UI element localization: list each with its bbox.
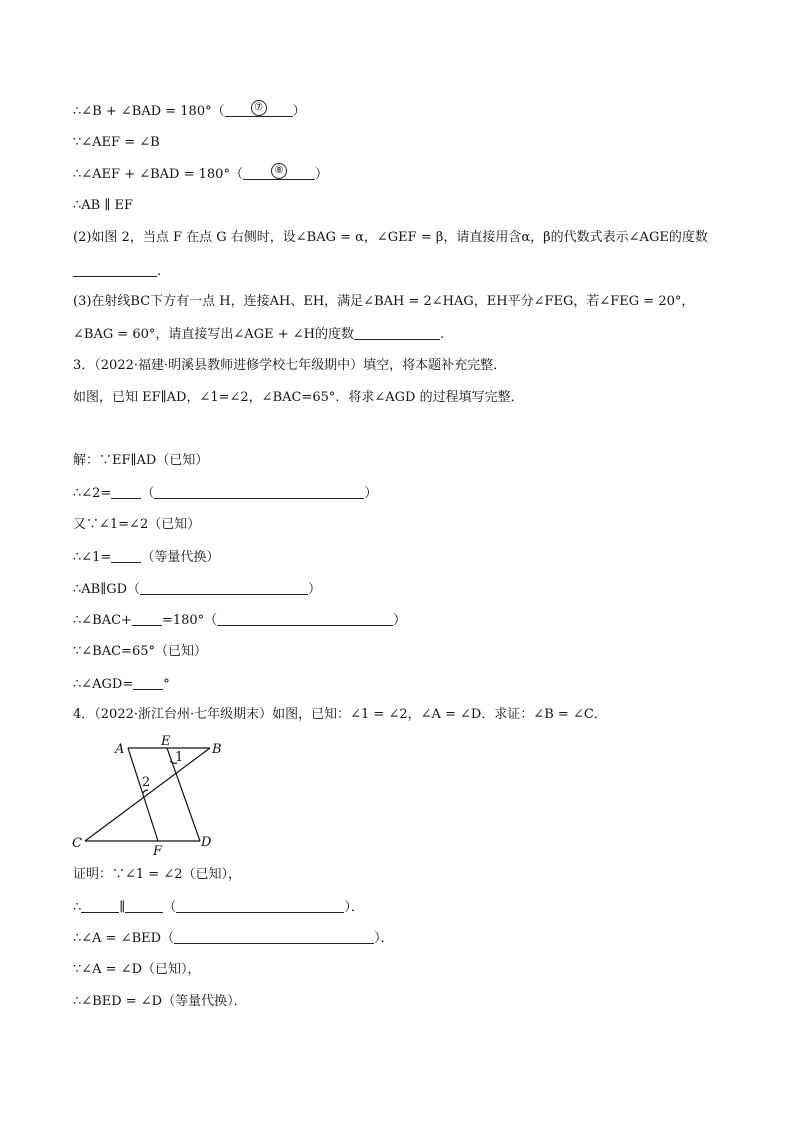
proof-line-3: ∴∠A = ∠BED（ ）． [73,931,394,946]
solution-step-1: 解：∵EF∥AD（已知） [73,453,209,468]
solution-step-5: ∴AB∥GD（ ） [73,582,322,597]
reason-line-8: ∴∠AEF + ∠BAD = 180°（ ⑧ ） [73,165,328,182]
answer-blank-8[interactable] [243,165,315,180]
answer-blank[interactable] [132,611,162,626]
point-label-b: B [212,742,222,757]
point-label-e: E [161,734,171,749]
question-3-answer: ∠BAG = 60°，请直接写出∠AGE + ∠H的度数 . [73,327,445,342]
angle-label-2: 2 [142,775,151,790]
circled-number-7: ⑦ [251,100,267,116]
segment-af [128,748,158,841]
point-label-d: D [201,835,212,850]
answer-blank[interactable] [133,675,163,690]
angle-2-arc [143,790,148,793]
reason-blank[interactable] [154,484,364,499]
proof-line-1: 证明：∵∠1 = ∠2（已知）， [73,867,241,882]
conclusion-line: ∴AB ∥ EF [73,198,133,213]
reason-blank[interactable] [176,898,344,913]
problem-4-title: 4．（2022·浙江台州·七年级期末）如图，已知：∠1 = ∠2，∠A = ∠D．求证：∠B = ∠C． [73,707,607,722]
segment-cb [85,748,210,841]
answer-blank[interactable] [111,548,141,563]
reason-blank[interactable] [217,611,393,626]
answer-blank[interactable] [73,262,157,277]
question-2-text: (2)如图 2，当点 F 在点 G 右侧时，设∠BAG = α，∠GEF = β，请直接用含α，β的代数式表示∠AGE的度数 [73,230,708,245]
solution-step-8: ∴∠AGD= ° [73,677,170,692]
problem-3-title: 3．（2022·福建·明溪县教师进修学校七年级期中）填空，将本题补充完整． [73,358,507,373]
reason-blank[interactable] [140,580,308,595]
answer-blank[interactable] [81,898,119,913]
question-3-text: (3)在射线BC下方有一点 H，连接AH、EH，满足∠BAH = 2∠HAG，EH平分∠FEG，若∠FEG = 20°， [73,294,695,309]
solution-step-6: ∴∠BAC+ =180°（ ） [73,613,407,628]
point-label-c: C [72,836,82,851]
circled-number-8: ⑧ [271,163,287,179]
angle-label-1: 1 [175,750,184,765]
solution-step-4: ∴∠1= （等量代换） [73,550,220,565]
point-label-f: F [153,844,163,858]
reason-line-7: ∴∠B + ∠BAD = 180°（ ⑦ ） [73,102,306,119]
answer-blank-7[interactable] [225,102,293,117]
reason-blank[interactable] [174,929,374,944]
geometry-figure [70,733,240,858]
proof-line-2: ∴ ∥ （ ）． [73,900,364,915]
answer-blank[interactable] [111,484,141,499]
question-2-answer: . [73,262,161,281]
statement-line: ∵∠AEF = ∠B [73,135,160,150]
proof-line-5: ∴∠BED = ∠D（等量代换）． [73,994,247,1009]
point-label-a: A [115,742,125,757]
solution-step-7: ∵∠BAC=65°（已知） [73,644,207,659]
answer-blank[interactable] [354,325,440,340]
solution-step-3: 又∵∠1=∠2（已知） [73,517,201,532]
proof-line-4: ∵∠A = ∠D（已知）， [73,962,201,977]
problem-3-intro: 如图，已知 EF∥AD，∠1=∠2，∠BAC=65°．将求∠AGD 的过程填写完整． [73,390,524,405]
answer-blank[interactable] [125,898,163,913]
solution-step-2: ∴∠2= （ ） [73,486,378,501]
